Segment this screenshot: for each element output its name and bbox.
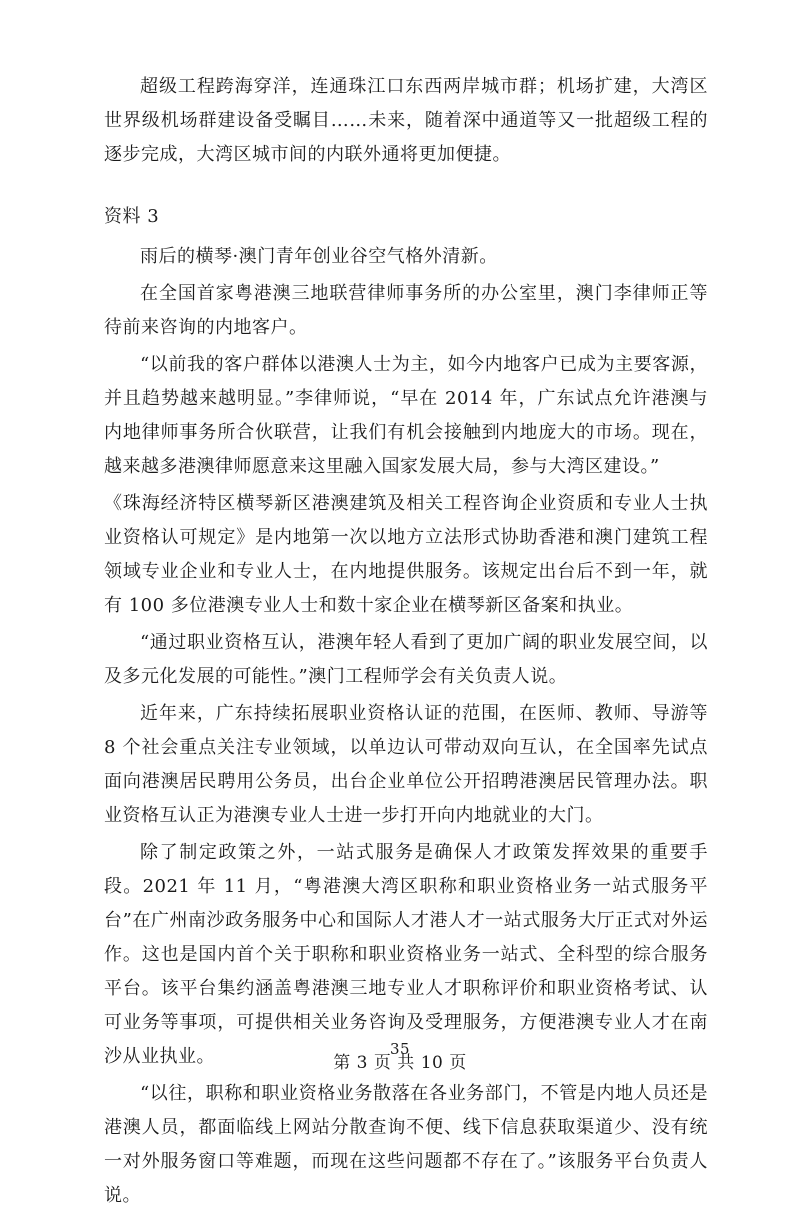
page-number-mark: 35: [390, 1040, 411, 1058]
section-title: 资料 3: [104, 206, 160, 227]
paragraph-8: “以往，职称和职业资格业务散落在各业务部门，不管是内地人员还是港澳人员，都面临线上网站分散查询不便、线下信息获取渠道少、没有统一对外服务窗口等难题，而现在这些问题都不存在了。”该服务平台负责人说。: [104, 1083, 708, 1206]
paragraph-2: 在全国首家粤港澳三地联营律师事务所的办公室里，澳门李律师正等待前来咨询的内地客户。: [104, 283, 708, 338]
paragraph-intro: 超级工程跨海穿洋，连通珠江口东西两岸城市群；机场扩建，大湾区世界级机场群建设备受瞩目……未来，随着深中通道等又一批超级工程的逐步完成，大湾区城市间的内联外通将更加便捷。: [104, 76, 708, 165]
page-footer: [0, 1040, 800, 1073]
paragraph-7: 除了制定政策之外，一站式服务是确保人才政策发挥效果的重要手段。2021 年 11 月，“粤港澳大湾区职称和职业资格业务一站式服务平台”在广州南沙政务服务中心和国际人才港人才一站式服务大厅正式对外运作。这也是国内首个关于职称和职业资格业务一站式、全科型的综合服务平台。该平台集约涵盖粤港澳三地专业人才职称评价和职业资格考试、认可业务等事项，可提供相关业务咨询及受理服务，方便港澳专业人才在南沙从业执业。: [104, 842, 708, 1067]
paragraph-1: 雨后的横琴·澳门青年创业谷空气格外清新。: [140, 246, 498, 267]
paragraph-3: “以前我的客户群体以港澳人士为主，如今内地客户已成为主要客源，并且趋势越来越明显。”李律师说，“早在 2014 年，广东试点允许港澳与内地律师事务所合伙联营，让我们有机会接触到内地庞大的市场。现在，越来越多港澳律师愿意来这里融入国家发展大局，参与大湾区建设。”: [104, 354, 708, 477]
paragraph-5: “通过职业资格互认，港澳年轻人看到了更加广阔的职业发展空间，以及多元化发展的可能性。”澳门工程师学会有关负责人说。: [104, 632, 708, 687]
page-label: 第 3 页 共 10 页: [333, 1053, 467, 1073]
paragraph-6: 近年来，广东持续拓展职业资格认证的范围，在医师、教师、导游等 8 个社会重点关注专业领域，以单边认可带动双向互认，在全国率先试点面向港澳居民聘用公务员，出台企业单位公开招聘港澳居民管理办法。职业资格互认正为港澳专业人士进一步打开向内地就业的大门。: [104, 703, 708, 826]
paragraph-4: 《珠海经济特区横琴新区港澳建筑及相关工程咨询企业资质和专业人士执业资格认可规定》是内地第一次以地方立法形式协助香港和澳门建筑工程领域专业企业和专业人士，在内地提供服务。该规定出台后不到一年，就有 100 多位港澳专业人士和数十家企业在横琴新区备案和执业。: [104, 493, 708, 616]
